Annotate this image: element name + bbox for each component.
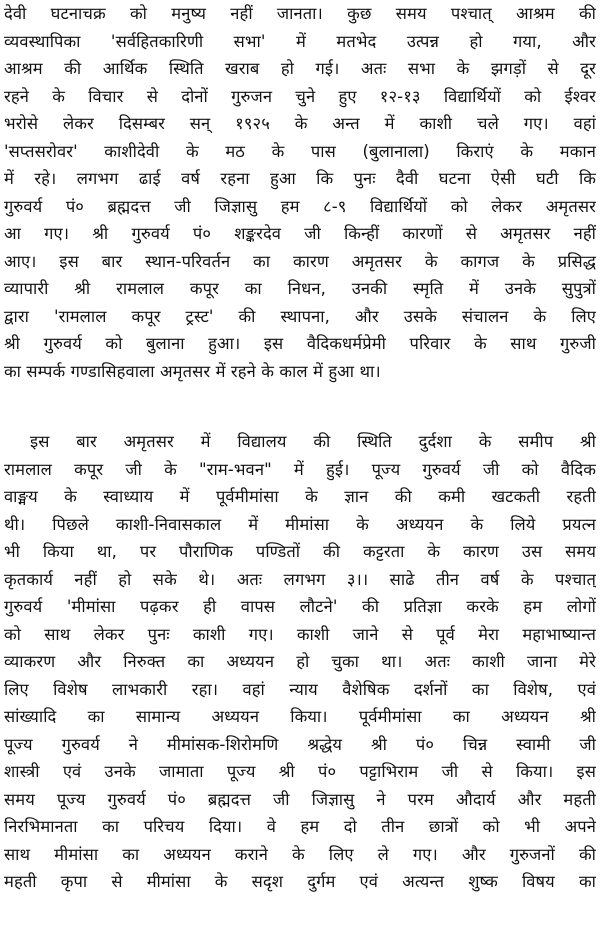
- text-line: में रहे। लगभग ढाई वर्ष रहना हुआ कि पुनः दैवी घटना ऐसी घटी कि: [4, 169, 596, 188]
- text-line: रामलाल कपूर जी के "राम-भवन" में हुई। पूज्य गुरुवर्य जी को वैदिक: [4, 459, 596, 479]
- text-line: आश्रम की आर्थिक स्थिति खराब हो गई। अतः सभा के झगड़ों से दूर: [4, 59, 596, 78]
- text-line: व्यापारी श्री रामलाल कपूर का निधन, उनकी स्मृति में उनके सुपुत्रों: [4, 279, 596, 298]
- text-line: का सम्पर्क गण्डासिहवाला अमृतसर में रहने के काल में हुआ था।: [4, 361, 381, 381]
- text-line: भी किया था, पर पौराणिक पण्डितों की कट्टरता के कारण उस समय: [4, 542, 596, 561]
- text-line: वाङ्मय के स्वाध्याय में पूर्वमीमांसा के ज्ञान की कमी खटकती रहती: [4, 487, 596, 506]
- text-line: गुरुवर्य पं० ब्रह्मदत्त जी जिज्ञासु हम ८-९ विद्यार्थियों को लेकर अमृतसर: [4, 196, 596, 216]
- text-line: निरभिमानता का परिचय दिया। वे हम दो तीन छात्रों को भी अपने: [4, 817, 596, 836]
- text-line: समय पूज्य गुरुवर्य पं० ब्रह्मदत्त जी जिज्ञासु ने परम औदार्य और महती: [4, 789, 596, 809]
- text-line: द्वारा 'रामलाल कपूर ट्रस्ट' की स्थापना, और उसके संचालन के लिए: [4, 306, 596, 326]
- paragraph-1: [4, 0, 596, 385]
- text-line: को साथ लेकर पुनः काशी गए। काशी जाने से पूर्व मेरा महाभाष्यान्त: [4, 624, 596, 644]
- text-line: साथ मीमांसा का अध्ययन कराने के लिए ले गए। और गुरुजनों की: [4, 844, 596, 864]
- text-line: देवी घटनाचक्र को मनुष्य नहीं जानता। कुछ समय पश्चात् आश्रम की: [4, 4, 596, 23]
- text-line: श्री गुरुवर्य को बुलाना हुआ। इस वैदिकधर्मप्रेमी परिवार के साथ गुरुजी: [4, 334, 596, 353]
- text-line: गुरुवर्य 'मीमांसा पढ़कर ही वापस लौटने' की प्रतिज्ञा करके हम लोगों: [4, 597, 596, 616]
- text-line: आ गए। श्री गुरुवर्य पं० शङ्करदेव जी किन्हीं कारणों से अमृतसर नहीं: [4, 224, 596, 243]
- text-line: रहने के विचार से दोनों गुरुजन चुने हुए १२-१३ विद्यार्थियों को ईश्वर: [4, 86, 596, 106]
- text-line: पूज्य गुरुवर्य ने मीमांसक-शिरोमणि श्रद्धेय श्री पं० चिन्न स्वामी जी: [4, 734, 596, 754]
- text-line: इस बार अमृतसर में विद्यालय की स्थिति दुर्दशा के समीप श्री: [30, 432, 596, 451]
- text-line: 'सप्तसरोवर' काशीदेवी के मठ के पास (बुलानाला) किराएं के मकान: [4, 141, 596, 161]
- text-line: आए। इस बार स्थान-परिवर्तन का कारण अमृतसर के कागज के प्रसिद्ध: [4, 251, 596, 271]
- text-line: कृतकार्य नहीं हो सके थे। अतः लगभग ३।। साढे तीन वर्ष के पश्चात्: [4, 569, 596, 589]
- text-line: महती कृपा से मीमांसा के सदृश दुर्गम एवं अत्यन्त शुष्क विषय का: [4, 872, 596, 891]
- text-line: व्यवस्थापिका 'सर्वहितकारिणी सभा' में मतभेद उत्पन्न हो गया, और: [4, 31, 596, 51]
- text-line: व्याकरण और निरुक्त का अध्ययन हो चुका था। अतः काशी जाना मेरे: [4, 652, 596, 671]
- text-line: भरोसे लेकर दिसम्बर सन् १९२५ के अन्त में काशी चले गए। वहां: [4, 114, 596, 133]
- text-line: शास्त्री एवं उनके जामाता पूज्य श्री पं० पट्टाभिराम जी से किया। इस: [4, 762, 596, 781]
- text-line: लिए विशेष लाभकारी रहा। वहां न्याय वैशेषिक दर्शनों का विशेष, एवं: [4, 679, 596, 699]
- text-line: सांख्यादि का सामान्य अध्ययन किया। पूर्वमीमांसा का अध्ययन श्री: [4, 707, 596, 726]
- paragraph-2: [4, 428, 596, 896]
- text-line: थी। पिछले काशी-निवासकाल में मीमांसा के अध्ययन के लिये प्रयत्न: [4, 514, 596, 534]
